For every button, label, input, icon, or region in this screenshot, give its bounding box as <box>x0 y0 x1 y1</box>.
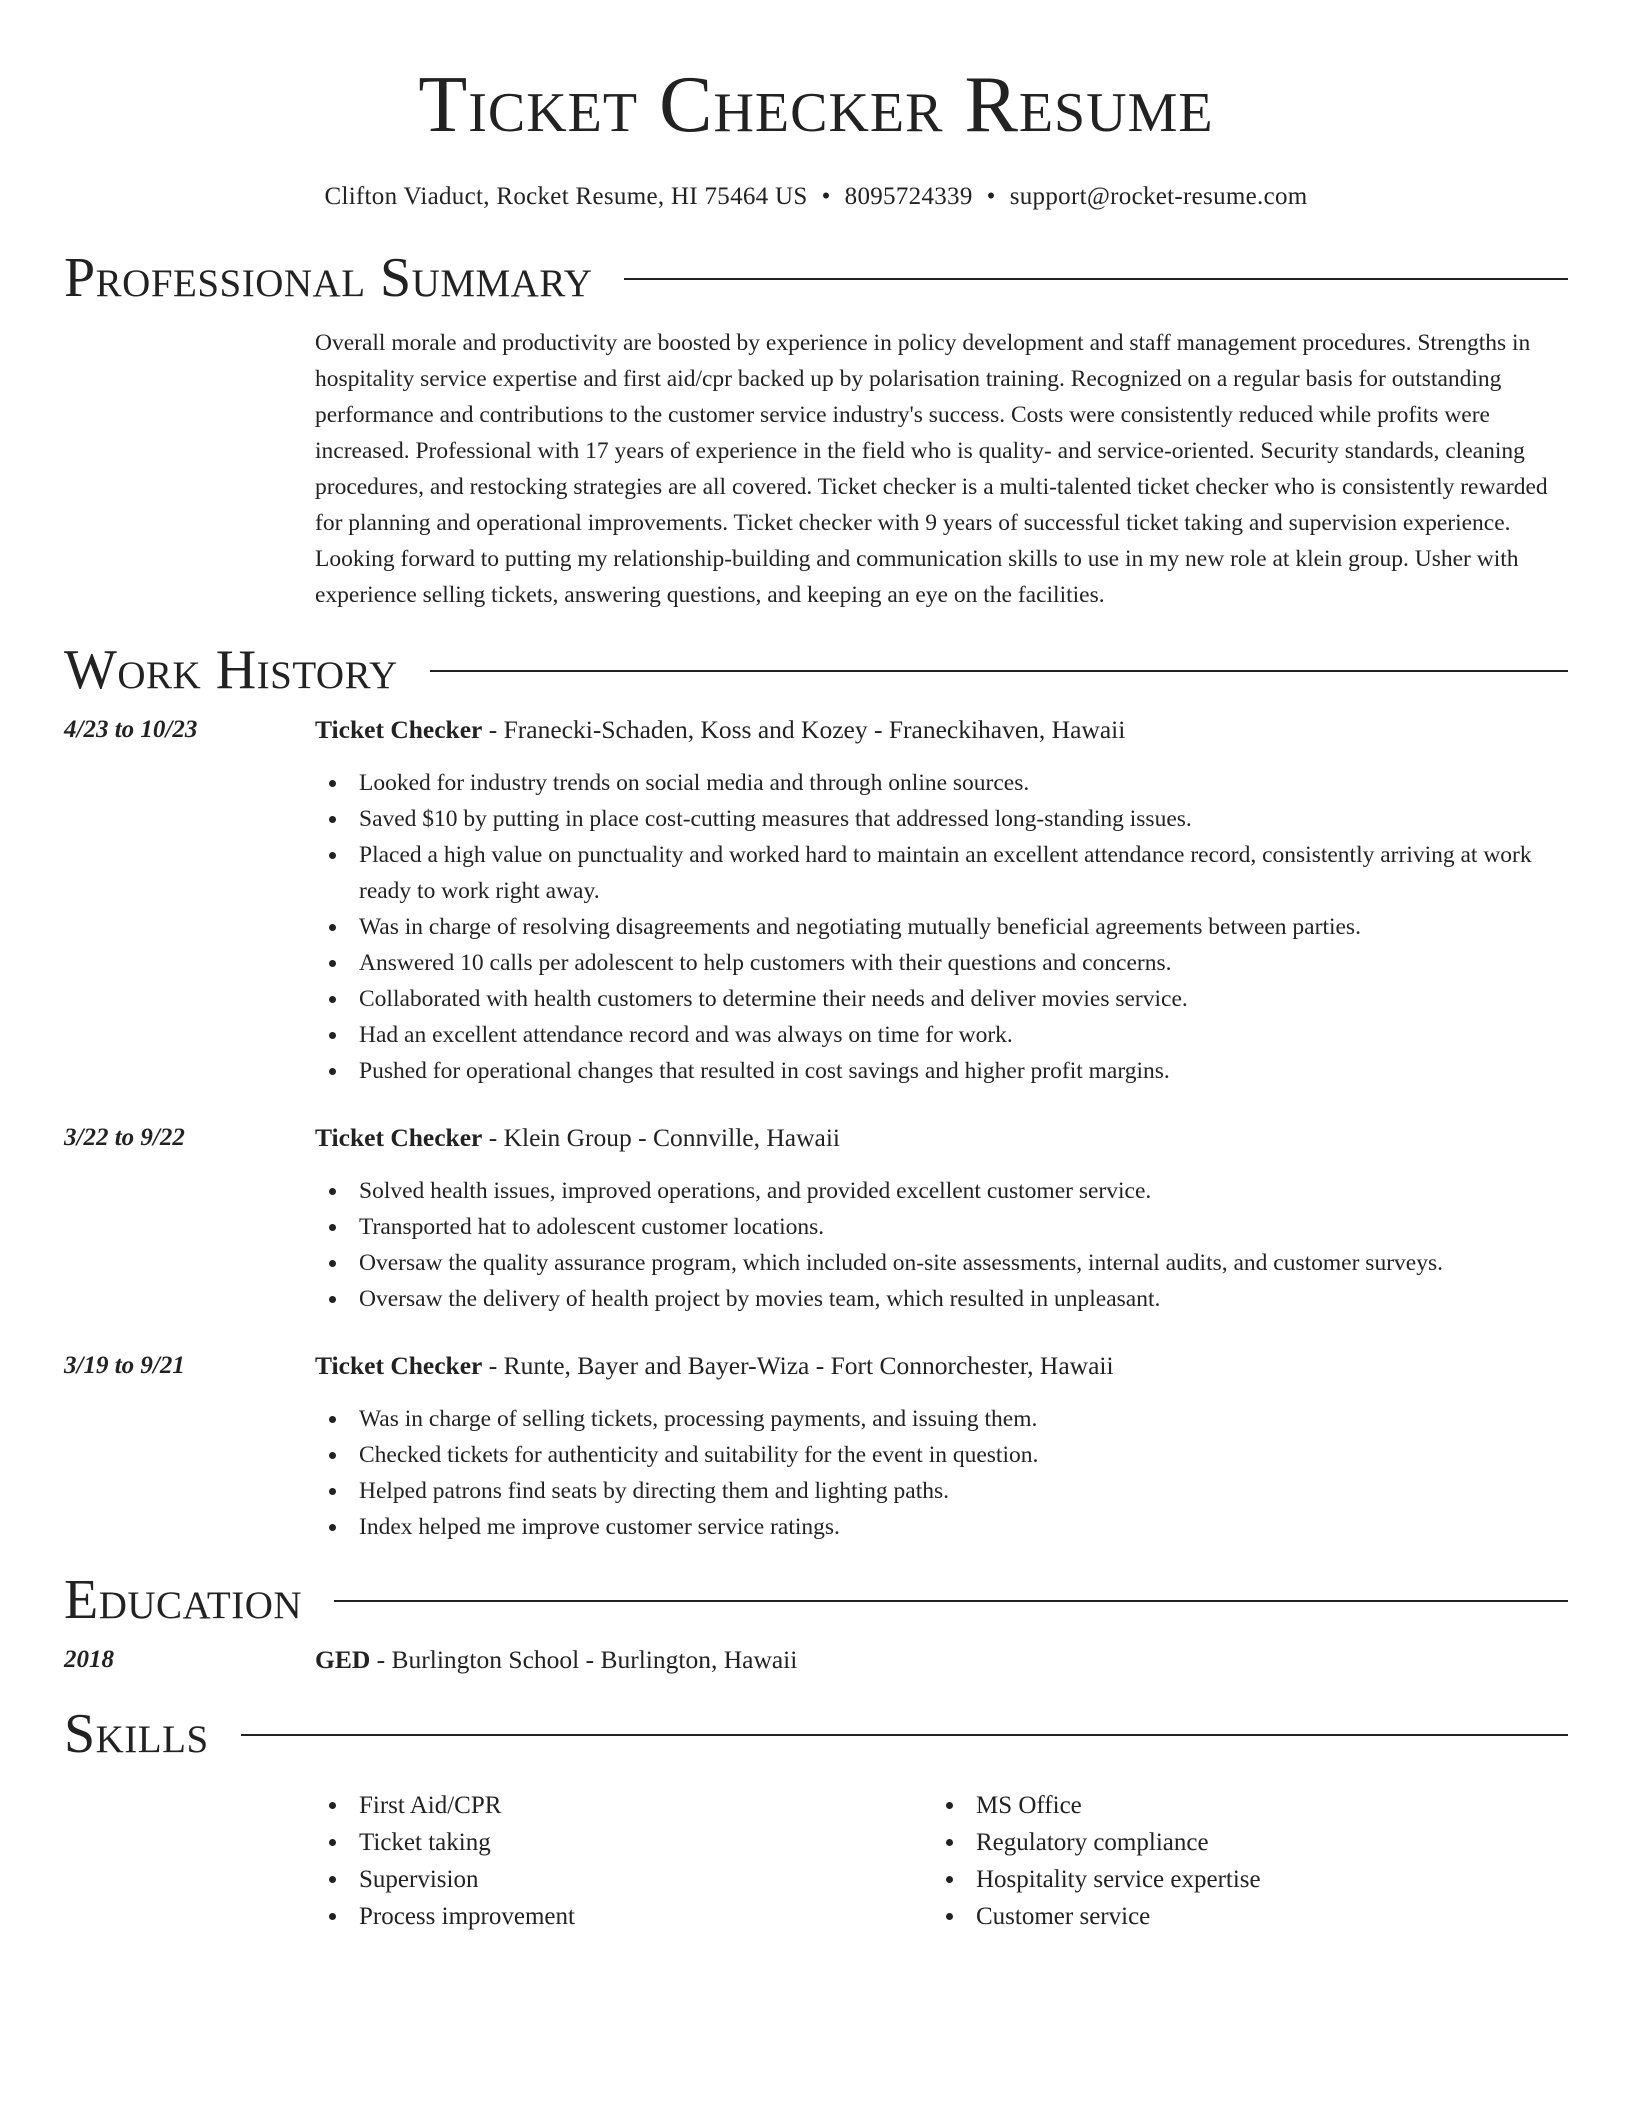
job-dates: 3/22 to 9/22 <box>64 1124 185 1151</box>
list-item: Saved $10 by putting in place cost-cutting measures that addressed long-standing issues. <box>315 801 1568 837</box>
job-entry <box>64 713 1568 1089</box>
job-body <box>315 1349 1568 1545</box>
list-item: Was in charge of resolving disagreements and negotiating mutually beneficial agreements between parties. <box>315 909 1568 945</box>
job-title: Ticket Checker <box>315 1351 483 1380</box>
job-bullets <box>315 765 1568 1089</box>
education-heading: Education <box>64 1569 303 1631</box>
skill-item: Ticket taking <box>315 1824 932 1861</box>
skills-bullets <box>932 1787 1549 1935</box>
education-year: 2018 <box>64 1646 114 1673</box>
education-details: - Burlington School - Burlington, Hawaii <box>370 1645 798 1674</box>
summary-text: Overall morale and productivity are boosted by experience in policy development and staff management procedures. Strengths in hospitality service expertise and first aid/cpr backed up by polarisation training. Recognized on a regular basis for outstanding performance and contributions to the customer service industry's success. Costs were consistently reduced while profits were increased. Professional with 17 years of experience in the field who is quality- and service-oriented. Security standards, cleaning procedures, and restocking strategies are all covered. Ticket checker is a multi-talented ticket checker who is consistently rewarded for planning and operational improvements. Ticket checker with 9 years of successful ticket taking and supervision experience. Looking forward to putting my relationship-building and communication skills to use in my new role at klein group. Usher with experience selling tickets, answering questions, and keeping an eye on the facilities. <box>315 330 1548 608</box>
job-dates: 3/19 to 9/21 <box>64 1352 185 1379</box>
work-history-list <box>0 713 1632 1545</box>
work-heading: Work History <box>64 639 398 701</box>
list-item: Placed a high value on punctuality and worked hard to maintain an excellent attendance record, consistently arriving at work ready to work right away. <box>315 837 1568 909</box>
skill-item: Supervision <box>315 1861 932 1898</box>
job-title: Ticket Checker <box>315 1123 483 1152</box>
list-item: Pushed for operational changes that resulted in cost savings and higher profit margins. <box>315 1053 1568 1089</box>
list-item: Index helped me improve customer service ratings. <box>315 1509 1568 1545</box>
skill-item: Process improvement <box>315 1898 932 1935</box>
job-body <box>315 1121 1568 1317</box>
job-bullets <box>315 1401 1568 1545</box>
skills-list <box>315 1787 1568 1935</box>
summary-heading: Professional Summary <box>64 247 593 309</box>
skills-column-right <box>932 1787 1549 1935</box>
list-item: Oversaw the quality assurance program, which included on-site assessments, internal audits, and customer surveys. <box>315 1245 1568 1281</box>
education-degree: GED <box>315 1645 371 1674</box>
job-details: - Franecki-Schaden, Koss and Kozey - Franeckihaven, Hawaii <box>482 715 1126 744</box>
list-item: Collaborated with health customers to determine their needs and deliver movies service. <box>315 981 1568 1017</box>
job-header <box>315 1349 1568 1383</box>
page-title: Ticket Checker Resume <box>418 61 1214 149</box>
skills-heading: Skills <box>64 1703 209 1765</box>
skill-item: Regulatory compliance <box>932 1824 1549 1861</box>
section-divider <box>430 670 1568 672</box>
list-item: Transported hat to adolescent customer locations. <box>315 1209 1568 1245</box>
list-item: Solved health issues, improved operations, and provided excellent customer service. <box>315 1173 1568 1209</box>
job-title: Ticket Checker <box>315 715 483 744</box>
list-item: Was in charge of selling tickets, processing payments, and issuing them. <box>315 1401 1568 1437</box>
education-body <box>315 1643 1568 1677</box>
job-body <box>315 713 1568 1089</box>
section-divider <box>624 278 1568 280</box>
skills-column-left <box>315 1787 932 1935</box>
skill-item: MS Office <box>932 1787 1549 1824</box>
list-item: Had an excellent attendance record and was always on time for work. <box>315 1017 1568 1053</box>
contact-separator: • <box>821 183 831 210</box>
education-header <box>315 1643 1568 1677</box>
job-dates: 4/23 to 10/23 <box>64 716 198 743</box>
list-item: Looked for industry trends on social media and through online sources. <box>315 765 1568 801</box>
list-item: Oversaw the delivery of health project by movies team, which resulted in unpleasant. <box>315 1281 1568 1317</box>
skill-item: Hospitality service expertise <box>932 1861 1549 1898</box>
section-divider <box>241 1734 1568 1736</box>
job-entry <box>64 1121 1568 1317</box>
section-divider <box>334 1600 1568 1602</box>
contact-phone: 8095724339 <box>844 183 973 210</box>
list-item: Helped patrons find seats by directing them and lighting paths. <box>315 1473 1568 1509</box>
skill-item: First Aid/CPR <box>315 1787 932 1824</box>
list-item: Answered 10 calls per adolescent to help customers with their questions and concerns. <box>315 945 1568 981</box>
job-header <box>315 713 1568 747</box>
skills-bullets <box>315 1787 932 1935</box>
job-header <box>315 1121 1568 1155</box>
job-details: - Runte, Bayer and Bayer-Wiza - Fort Connorchester, Hawaii <box>482 1351 1114 1380</box>
job-details: - Klein Group - Connville, Hawaii <box>482 1123 841 1152</box>
contact-email: support@rocket-resume.com <box>1009 183 1308 210</box>
job-entry <box>64 1349 1568 1545</box>
summary-section-header <box>64 245 1568 311</box>
education-section-header <box>64 1567 1568 1633</box>
job-bullets <box>315 1173 1568 1317</box>
list-item: Checked tickets for authenticity and suitability for the event in question. <box>315 1437 1568 1473</box>
work-section-header <box>64 637 1568 703</box>
contact-address: Clifton Viaduct, Rocket Resume, HI 75464 US <box>324 183 808 210</box>
education-entry <box>64 1643 1568 1677</box>
skills-section-header <box>64 1701 1568 1767</box>
skill-item: Customer service <box>932 1898 1549 1935</box>
contact-separator: • <box>986 183 996 210</box>
contact-line <box>0 181 1632 213</box>
